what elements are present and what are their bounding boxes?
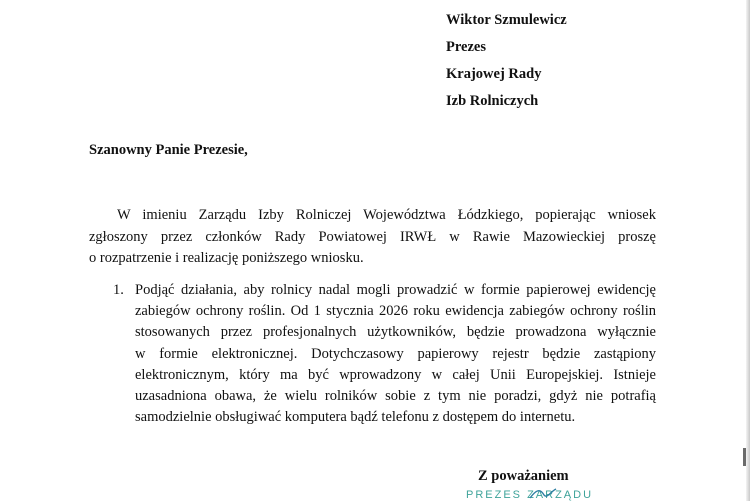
stamp-text: PREZES ZARZĄDU	[466, 489, 594, 501]
list-item-number: 1.	[113, 282, 124, 298]
page-edge-mark	[743, 448, 746, 466]
list-item-line: samodzielnie obsługiwać komputera bądź telefonu z dostępem do internetu.	[135, 409, 576, 426]
page-edge-shadow	[746, 0, 750, 501]
intro-line: W imieniu Zarządu Izby Rolniczej Województwa Łódzkiego, popierając wniosek	[117, 207, 656, 223]
list-item-line: w formie elektronicznej. Dotychczasowy papierowy rejestr będzie zastąpiony	[135, 345, 656, 362]
intro-paragraph	[89, 205, 656, 270]
list-item-line: zabiegów ochrony roślin. Od 1 stycznia 2026 roku ewidencja zabiegów ochrony roślin	[135, 303, 656, 320]
addressee-organization-line1: Krajowej Rady	[446, 66, 542, 82]
list-item-line: Podjąć działania, aby rolnicy nadal mogli prowadzić w formie papierowej ewidencję	[135, 282, 656, 298]
list-item-line: stosowanych przez profesjonalnych użytkowników, będzie prowadzona wyłącznie	[135, 324, 656, 341]
closing-phrase: Z poważaniem	[478, 468, 569, 484]
list-item-text	[135, 280, 656, 428]
list-item-line: elektronicznym, który ma być wprowadzony w całej Unii Europejskiej. Istnieje	[135, 366, 656, 383]
intro-line: zgłoszony przez członków Rady Powiatowej IRWŁ w Rawie Mazowieckiej proszę	[89, 228, 656, 245]
salutation: Szanowny Panie Prezesie,	[89, 142, 248, 158]
addressee-block	[446, 7, 567, 115]
addressee-organization-line2: Izb Rolniczych	[446, 93, 539, 109]
addressee-name: Wiktor Szmulewicz	[446, 12, 567, 28]
intro-line: o rozpatrzenie i realizację poniższego wniosku.	[89, 250, 364, 266]
signature-mark	[528, 486, 558, 501]
list-item-line: uzasadniona obawa, że wielu rolników sobie z tym nie poradzi, gdyż nie potrafią	[135, 388, 656, 405]
addressee-title: Prezes	[446, 39, 486, 55]
